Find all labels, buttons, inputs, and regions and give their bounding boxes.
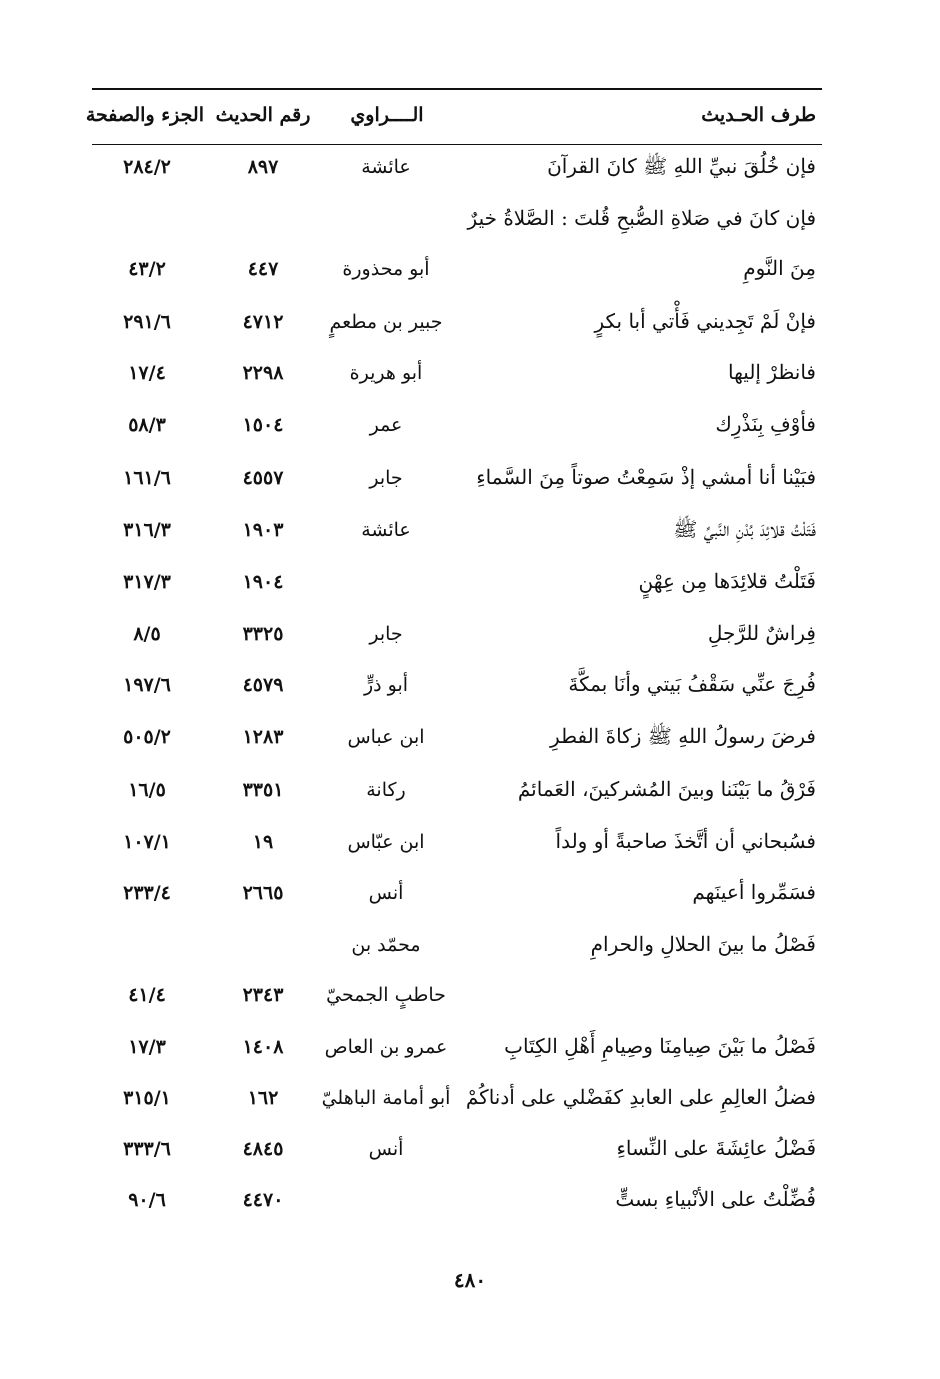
hadith-text: فسُبحاني أن أتَّخذَ صاحبةً أو ولداً: [555, 829, 816, 853]
table-row: [0, 461, 940, 501]
rawi-name: أبو محذورة: [342, 258, 430, 280]
volume-page: ٥٠٥/٢: [123, 726, 171, 748]
volume-page: ١٩٧/٦: [123, 674, 171, 696]
rawi-name: عائشة: [361, 519, 411, 541]
hadith-number: ٣٣٢٥: [242, 623, 284, 645]
rawi-name: جبير بن مطعمٍ: [329, 311, 443, 333]
header-rule: [92, 144, 822, 145]
hadith-text: فِراشٌ للرَّجلِ: [707, 621, 816, 645]
hadith-number: ٤٥٧٩: [242, 674, 284, 696]
table-row: [0, 978, 940, 1018]
rawi-name: جابر: [369, 467, 403, 489]
hadith-number: ١٤٠٨: [242, 1036, 284, 1058]
table-row: [0, 825, 940, 865]
hadith-text: فَتَلْتُ قلائِدَ بُدْنِ النَّبيِّ ﷺ: [673, 517, 816, 541]
hadith-text: فَرْقُ ما بَيْنَنا وبينَ المُشركينَ، العَمائمُ: [517, 777, 816, 801]
volume-page: ١٦١/٦: [123, 467, 171, 489]
hadith-number: ٤٤٧٠: [242, 1189, 284, 1211]
volume-page: ٢٣٣/٤: [123, 882, 171, 904]
hadith-text: فَصْلُ ما بينَ الحلالِ والحرامِ: [590, 932, 816, 956]
rawi-name: عائشة: [361, 156, 411, 178]
volume-page: ٢٩١/٦: [123, 311, 171, 333]
rawi-name: عمرو بن العاص: [324, 1036, 448, 1058]
hadith-text: فإنْ لَمْ تَجِديني فَأْتي أبا بكرٍ: [594, 309, 816, 333]
header-number: رقم الحديث: [215, 104, 311, 126]
hadith-number: ١٩: [252, 831, 274, 853]
rawi-name: عمر: [369, 414, 403, 436]
rawi-name: ركانة: [366, 779, 406, 801]
rawi-name: أبو أمامة الباهليّ: [321, 1087, 451, 1109]
hadith-text: فُرِجَ عنِّي سَقْفُ بَيتي وأنَا بمكَّةَ: [568, 672, 816, 696]
top-rule: [92, 88, 822, 90]
table-row: [0, 513, 940, 553]
volume-page: ٣٣٣/٦: [123, 1138, 171, 1160]
hadith-text: فسَمِّروا أعينَهم: [692, 880, 816, 904]
table-row: [0, 773, 940, 813]
hadith-text: فإن خُلُقَ نبيِّ اللهِ ﷺ كانَ القرآنَ: [547, 154, 816, 178]
hadith-number: ١٢٨٣: [242, 726, 284, 748]
hadith-text: فانظرْ إليها: [727, 360, 816, 384]
rawi-name: حاطبٍ الجمحيّ: [326, 984, 446, 1006]
hadith-text: فَصْلُ ما بَيْنَ صِيامِنَا وصِيامِ أَهْلِ الكِتَابِ: [504, 1034, 816, 1058]
volume-page: ٥٨/٣: [128, 414, 166, 436]
table-row: [0, 150, 940, 190]
hadith-text: فإن كانَ في صَلاةِ الصُّبحِ قُلتَ : الصَّلاةُ خيرٌ: [467, 206, 816, 230]
table-row: [0, 408, 940, 448]
hadith-number: ٤٥٥٧: [242, 467, 284, 489]
hadith-text: فرضَ رسولُ اللهِ ﷺ زكاةَ الفطرِ: [550, 724, 816, 748]
header-hadith: طرف الحـديث: [701, 104, 816, 126]
page-number: ٤٨٠: [453, 1268, 487, 1292]
volume-page: ٢٨٤/٢: [123, 156, 171, 178]
table-row: [0, 1132, 940, 1172]
rawi-name: محمّد بن: [351, 934, 421, 956]
rawi-name: أبو هريرة: [349, 362, 423, 384]
hadith-text: فضلُ العالِمِ على العابدِ كفَضْلي على أدناكُمْ: [465, 1085, 816, 1109]
hadith-number: ٢٢٩٨: [242, 362, 284, 384]
hadith-text: مِنَ النَّومِ: [743, 256, 816, 280]
hadith-number: ٤٧١٢: [242, 311, 284, 333]
table-row: [0, 305, 940, 345]
volume-page: ١٠٧/١: [123, 831, 171, 853]
table-row: [0, 1030, 940, 1070]
hadith-number: ٤٨٤٥: [242, 1138, 284, 1160]
volume-page: ٣١٥/١: [123, 1087, 171, 1109]
hadith-text: فَتَلْتُ قلائِدَها مِن عِهْنٍ: [638, 569, 816, 593]
table-row: [0, 356, 940, 396]
table-row: [0, 252, 940, 292]
table-row: [0, 1081, 940, 1121]
table-row: [0, 565, 940, 605]
hadith-text: فبَيْنا أنا أمشي إذْ سَمِعْتُ صوتاً مِنَ السَّماءِ: [476, 465, 816, 489]
table-row: [0, 668, 940, 708]
hadith-number: ١٥٠٤: [242, 414, 284, 436]
volume-page: ٣١٦/٣: [123, 519, 171, 541]
hadith-text: فُضِّلْتُ على الأنْبياءِ بستٍّ: [615, 1187, 816, 1211]
volume-page: ٨/٥: [133, 623, 161, 645]
hadith-number: ٢٦٦٥: [242, 882, 284, 904]
hadith-number: ٣٣٥١: [242, 779, 284, 801]
hadith-number: ١٩٠٣: [242, 519, 284, 541]
volume-page: ١٧/٣: [128, 1036, 166, 1058]
volume-page: ٣١٧/٣: [123, 571, 171, 593]
hadith-number: ١٦٢: [247, 1087, 279, 1109]
volume-page: ٤١/٤: [128, 984, 166, 1006]
rawi-name: ابن عباس: [347, 726, 425, 748]
rawi-name: أنس: [368, 882, 404, 904]
table-row: [0, 1183, 940, 1223]
hadith-number: ٢٣٤٣: [242, 984, 284, 1006]
table-row: [0, 202, 940, 242]
volume-page: ١٦/٥: [128, 779, 166, 801]
header-volume-page: الجزء والصفحة: [85, 104, 204, 126]
table-row: [0, 876, 940, 916]
hadith-number: ٤٤٧: [247, 258, 279, 280]
hadith-text: فأوْفِ بِنَذْرِك: [715, 412, 816, 436]
table-row: [0, 617, 940, 657]
volume-page: ٤٣/٢: [128, 258, 166, 280]
hadith-number: ١٩٠٤: [242, 571, 284, 593]
table-row: [0, 720, 940, 760]
hadith-number: ٨٩٧: [247, 156, 279, 178]
rawi-name: أنس: [368, 1138, 404, 1160]
table-row: [0, 928, 940, 968]
volume-page: ١٧/٤: [128, 362, 166, 384]
rawi-name: أبو ذرٍّ: [363, 674, 409, 696]
hadith-text: فَضْلُ عائِشَةَ على النِّساءِ: [616, 1136, 816, 1160]
rawi-name: ابن عبّاس: [347, 831, 425, 853]
header-rawi: الــــراوي: [350, 104, 424, 126]
volume-page: ٩٠/٦: [128, 1189, 166, 1211]
rawi-name: جابر: [369, 623, 403, 645]
